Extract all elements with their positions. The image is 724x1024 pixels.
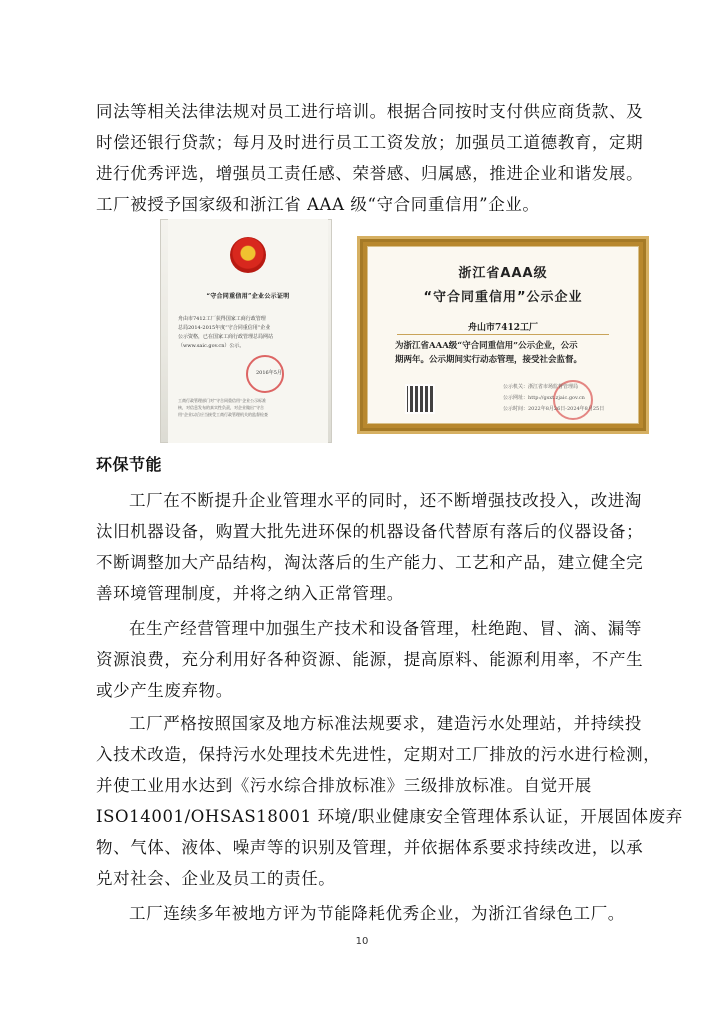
certificate-date: 2016年5月: [256, 370, 282, 376]
plaque-company-name: 舟山市7412工厂: [467, 323, 539, 333]
text-line: 资源浪费，充分利用好各种资源、能源，提高原料、能源利用率，不产生: [96, 650, 644, 669]
certificate-footnote: 工商行政管理部门对“守合同重信用”企业公示标准 核，对信息发布的真实性负责，对企业做出“守合 用”企业以后应当接受工商行政管理机关的监督检查: [178, 398, 269, 417]
text-line: 在生产经营管理中加强生产技术和设备管理，杜绝跑、冒、滴、漏等: [129, 619, 642, 638]
plaque-footer: 公示机关：浙江省市场监督管理局 公示网址：http://gsxt.zjaic.gov.cn 公示时间：2022年8月26日-2024年8月25日: [503, 384, 605, 412]
text-line: 善环境管理制度，并将之纳入正常管理。: [96, 584, 404, 603]
page-number: 10: [355, 936, 369, 947]
text-line: 并使工业用水达到《污水综合排放标准》三级排放标准。自觉开展: [96, 776, 592, 795]
text-line: 不断调整加大产品结构，淘汰落后的生产能力、工艺和产品，建立健全完: [96, 553, 644, 572]
text-line: 工厂在不断提升企业管理水平的同时，还不断增强技改投入，改进淘: [129, 491, 642, 510]
text-line: 工厂严格按照国家及地方标准法规要求，建造污水处理站，并持续投: [129, 714, 642, 733]
body-paragraph: [96, 708, 683, 894]
certificate-photo-national: [160, 219, 332, 443]
plaque-title-line1: 浙江省AAA级: [458, 266, 548, 281]
body-paragraph: [96, 613, 644, 706]
text-line: 汰旧机器设备，购置大批先进环保的机器设备代替原有落后的仪器设备；: [96, 522, 644, 541]
text-line: ISO14001/OHSAS18001 环境/职业健康安全管理体系认证，开展固体废弃: [96, 807, 683, 826]
text-line: 物、气体、液体、噪声等的识别及管理，并依据体系要求持续改进，以承: [96, 838, 644, 857]
text-line: 入技术改造，保持污水处理技术先进性，定期对工厂排放的污水进行检测，: [96, 745, 661, 764]
text-line: 兑对社会、企业及员工的责任。: [96, 869, 336, 888]
plaque-title-line2: “守合同重信用”公示企业: [423, 290, 583, 305]
certificate-plaque-zhejiang: [357, 236, 649, 434]
text-line: 工厂被授予国家级和浙江省 AAA 级“守合同重信用”企业。: [96, 195, 540, 214]
certificate-title: “守合同重信用”企业公示证明: [206, 293, 290, 300]
body-paragraph: [96, 898, 636, 929]
plaque-body: 为浙江省AAA级“守合同重信用”公示企业，公示 期两年。公示期间实行动态管理，接受社会监督。: [395, 341, 583, 365]
qr-code-icon: [405, 384, 435, 414]
text-line: 时偿还银行贷款；每月及时进行员工工资发放；加强员工道德教育，定期: [96, 133, 644, 152]
text-line: 同法等相关法律法规对员工进行培训。根据合同按时支付供应商货款、及: [96, 102, 644, 121]
text-line: 工厂连续多年被地方评为节能降耗优秀企业，为浙江省绿色工厂。: [129, 904, 625, 923]
plaque-divider: [397, 334, 609, 335]
section-heading: 环保节能: [96, 455, 163, 474]
text-line: 或少产生废弃物。: [96, 681, 233, 700]
text-line: 进行优秀评选，增强员工责任感、荣誉感、归属感，推进企业和谐发展。: [96, 164, 644, 183]
body-paragraph: [96, 485, 644, 609]
certificate-body: 舟由市7412工厂获得国家工商行政管理 总局2014-2015年度“守合同重信用”企业 公示资格，已在国家工商行政管理总局网站 （www.saic.gov.cn）公示。: [178, 316, 274, 349]
national-emblem-icon: [230, 237, 266, 273]
intro-paragraph: [96, 96, 644, 220]
